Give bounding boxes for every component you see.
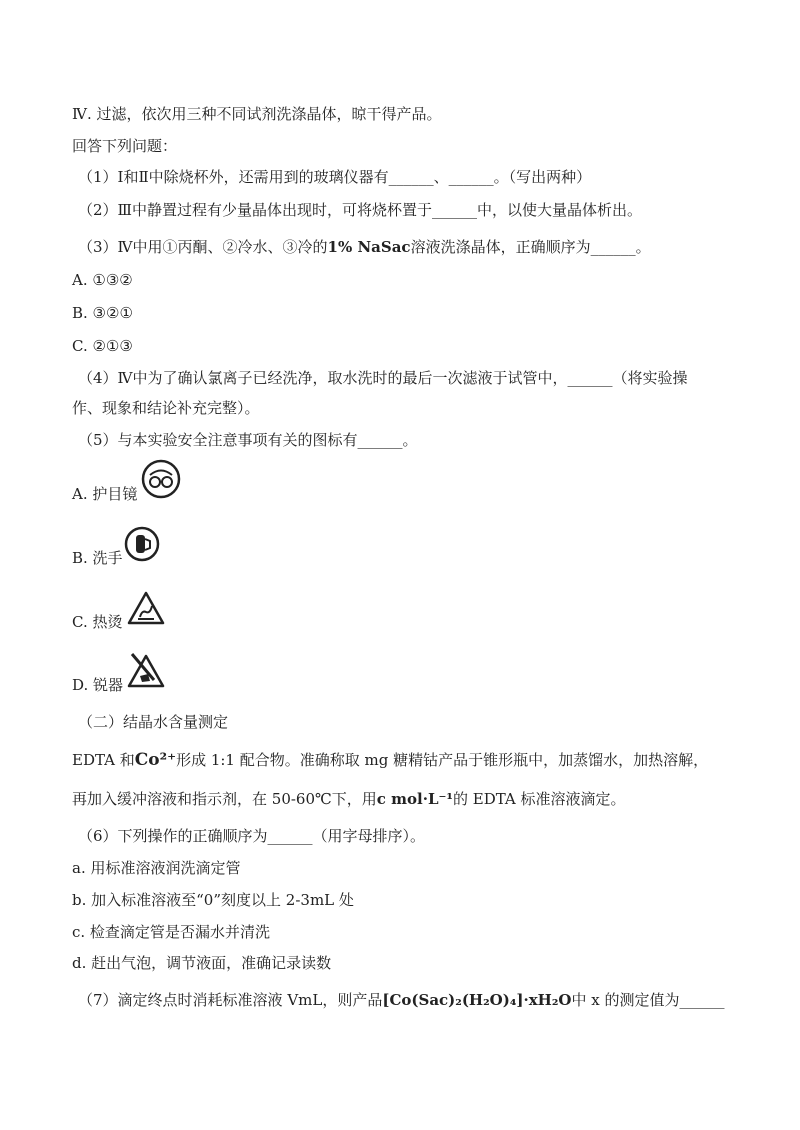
sharp-object-icon (126, 650, 166, 690)
option-c-hot (72, 612, 122, 632)
complex-formula: [Co(Sac)₂(H₂O)₄]·xH₂O (382, 991, 572, 1009)
q3-option-a: A. ①③② (72, 271, 133, 289)
section-2-heading: （二）结晶水含量测定 (78, 713, 229, 731)
p1-post: 形成 1:1 配合物。准确称取 mg 糖精钴产品于锥形瓶中，加蒸馏水，加热溶解， (176, 751, 709, 769)
q3-option-c: C. ②①③ (72, 337, 133, 355)
q6-step-d: d. 赶出气泡，调节液面，准确记录读数 (72, 954, 332, 972)
edta-paragraph-line2 (72, 789, 626, 809)
hand-wash-icon (124, 526, 160, 562)
question-3-formula: 1% NaSac (327, 238, 411, 256)
edta-paragraph-line1 (72, 750, 708, 770)
option-a-goggles (72, 484, 137, 504)
p2-post: 的 EDTA 标准溶液滴定。 (452, 790, 626, 808)
option-b-handwash (72, 548, 123, 568)
q6-step-c: c. 检查滴定管是否漏水并清洗 (72, 923, 270, 941)
option-b-label: B. 洗手 (72, 549, 123, 567)
goggles-icon (140, 458, 182, 500)
answer-prompt: 回答下列问题： (72, 137, 178, 155)
cobalt-ion-formula: Co²⁺ (134, 750, 177, 770)
question-3-post: 溶液洗涤晶体，正确顺序为______。 (410, 238, 651, 256)
q6-step-a: a. 用标准溶液润洗滴定管 (72, 859, 241, 877)
question-2: （2）Ⅲ中静置过程有少量晶体出现时，可将烧杯置于______中，以使大量晶体析出。 (78, 201, 643, 219)
question-4-line2: 作、现象和结论补充完整）。 (72, 399, 260, 417)
concentration-formula: c mol·L⁻¹ (376, 790, 453, 808)
option-c-label: C. 热烫 (72, 613, 123, 631)
question-6: （6）下列操作的正确顺序为______（用字母排序）。 (78, 827, 426, 845)
q7-pre: （7）滴定终点时消耗标准溶液 VmL，则产品 (78, 991, 383, 1009)
question-1: （1）Ⅰ和Ⅱ中除烧杯外，还需用到的玻璃仪器有______、______。（写出两种） (78, 168, 592, 186)
question-5: （5）与本实验安全注意事项有关的图标有______。 (78, 431, 418, 449)
step-iv-text: Ⅳ. 过滤，依次用三种不同试剂洗涤晶体，晾干得产品。 (72, 105, 442, 123)
question-3 (78, 237, 651, 257)
p1-pre: EDTA 和 (72, 751, 135, 769)
q6-step-b: b. 加入标准溶液至“0”刻度以上 2-3mL 处 (72, 891, 354, 909)
question-4-line1: （4）Ⅳ中为了确认氯离子已经洗净，取水洗时的最后一次滤液于试管中，______（将实验操 (78, 369, 688, 387)
q7-post: 中 x 的测定值为______ (571, 991, 725, 1009)
p2-pre: 再加入缓冲溶液和指示剂，在 50-60℃下，用 (72, 790, 377, 808)
option-d-sharp (72, 675, 123, 695)
question-3-pre: （3）Ⅳ中用①丙酮、②冷水、③冷的 (78, 238, 328, 256)
q3-option-b: B. ③②① (72, 304, 133, 322)
option-d-label: D. 锐器 (72, 676, 124, 694)
question-7 (78, 990, 724, 1010)
option-a-label: A. 护目镜 (72, 485, 138, 503)
hot-surface-icon (126, 590, 166, 626)
